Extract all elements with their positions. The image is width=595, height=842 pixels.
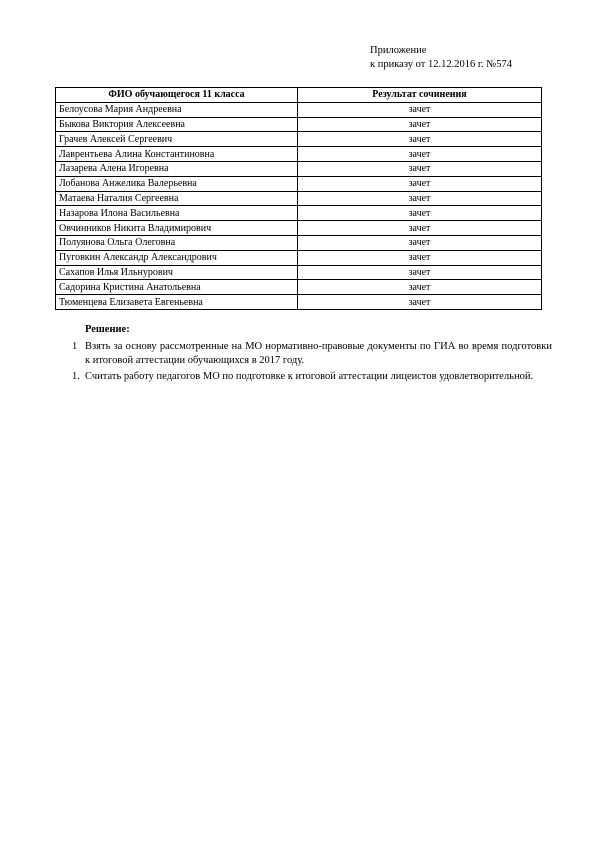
essay-result: зачет [298, 161, 542, 176]
table-header-row [56, 88, 542, 103]
student-name: Грачев Алексей Сергеевич [56, 132, 298, 147]
essay-result: зачет [298, 265, 542, 280]
table-row [56, 235, 542, 250]
table-row [56, 191, 542, 206]
student-name: Белоусова Мария Андреевна [56, 102, 298, 117]
decision-item-text: Взять за основу рассмотренные на МО нормативно-правовые документы по ГИА во время подготовки к итоговой аттестации обучающихся в 2017 году. [85, 340, 552, 366]
essay-result: зачет [298, 235, 542, 250]
student-name: Матаева Наталия Сергеевна [56, 191, 298, 206]
table-row [56, 132, 542, 147]
student-name: Назарова Илона Васильевна [56, 206, 298, 221]
student-name: Лазарева Алена Игоревна [56, 161, 298, 176]
table-row [56, 280, 542, 295]
decision-heading: Решение: [85, 324, 130, 335]
decision-section [58, 323, 552, 385]
student-name: Быкова Виктория Алексеевна [56, 117, 298, 132]
essay-result: зачет [298, 102, 542, 117]
student-name: Лаврентьева Алина Константиновна [56, 147, 298, 162]
essay-result: зачет [298, 250, 542, 265]
column-header-result: Результат сочинения [298, 88, 542, 103]
student-name: Лобанова Анжелика Валерьевна [56, 176, 298, 191]
essay-result: зачет [298, 117, 542, 132]
essay-result: зачет [298, 147, 542, 162]
student-name: Полуянова Ольга Олеговна [56, 235, 298, 250]
essay-result: зачет [298, 132, 542, 147]
table-row [56, 161, 542, 176]
appendix-note [370, 44, 512, 72]
table-row [56, 295, 542, 310]
student-name: Пуговкин Александр Александрович [56, 250, 298, 265]
student-name: Тюменцева Елизавета Евгеньевна [56, 295, 298, 310]
table-row [56, 250, 542, 265]
essay-result: зачет [298, 221, 542, 236]
table-row [56, 102, 542, 117]
table-row [56, 117, 542, 132]
table-row [56, 221, 542, 236]
essay-result: зачет [298, 206, 542, 221]
essay-result: зачет [298, 280, 542, 295]
column-header-name: ФИО обучающегося 11 класса [56, 88, 298, 103]
table-row [56, 206, 542, 221]
decision-item [58, 340, 552, 369]
student-name: Овчинников Никита Владимирович [56, 221, 298, 236]
table-row [56, 265, 542, 280]
decision-item-number: 1. [72, 370, 80, 382]
essay-result: зачет [298, 191, 542, 206]
appendix-title: Приложение [370, 45, 427, 56]
table-row [56, 147, 542, 162]
decision-item [58, 370, 552, 385]
essay-result: зачет [298, 295, 542, 310]
student-name: Сахапов Илья Ильнурович [56, 265, 298, 280]
results-table [55, 87, 542, 310]
table-row [56, 176, 542, 191]
appendix-order-ref: к приказу от 12.12.2016 г. №574 [370, 59, 512, 70]
essay-result: зачет [298, 176, 542, 191]
student-name: Садорина Кристина Анатольевна [56, 280, 298, 295]
decision-item-text: Считать работу педагогов МО по подготовке к итоговой аттестации лицеистов удовлетворительной. [85, 370, 534, 382]
decision-item-number: 1 [72, 340, 78, 352]
